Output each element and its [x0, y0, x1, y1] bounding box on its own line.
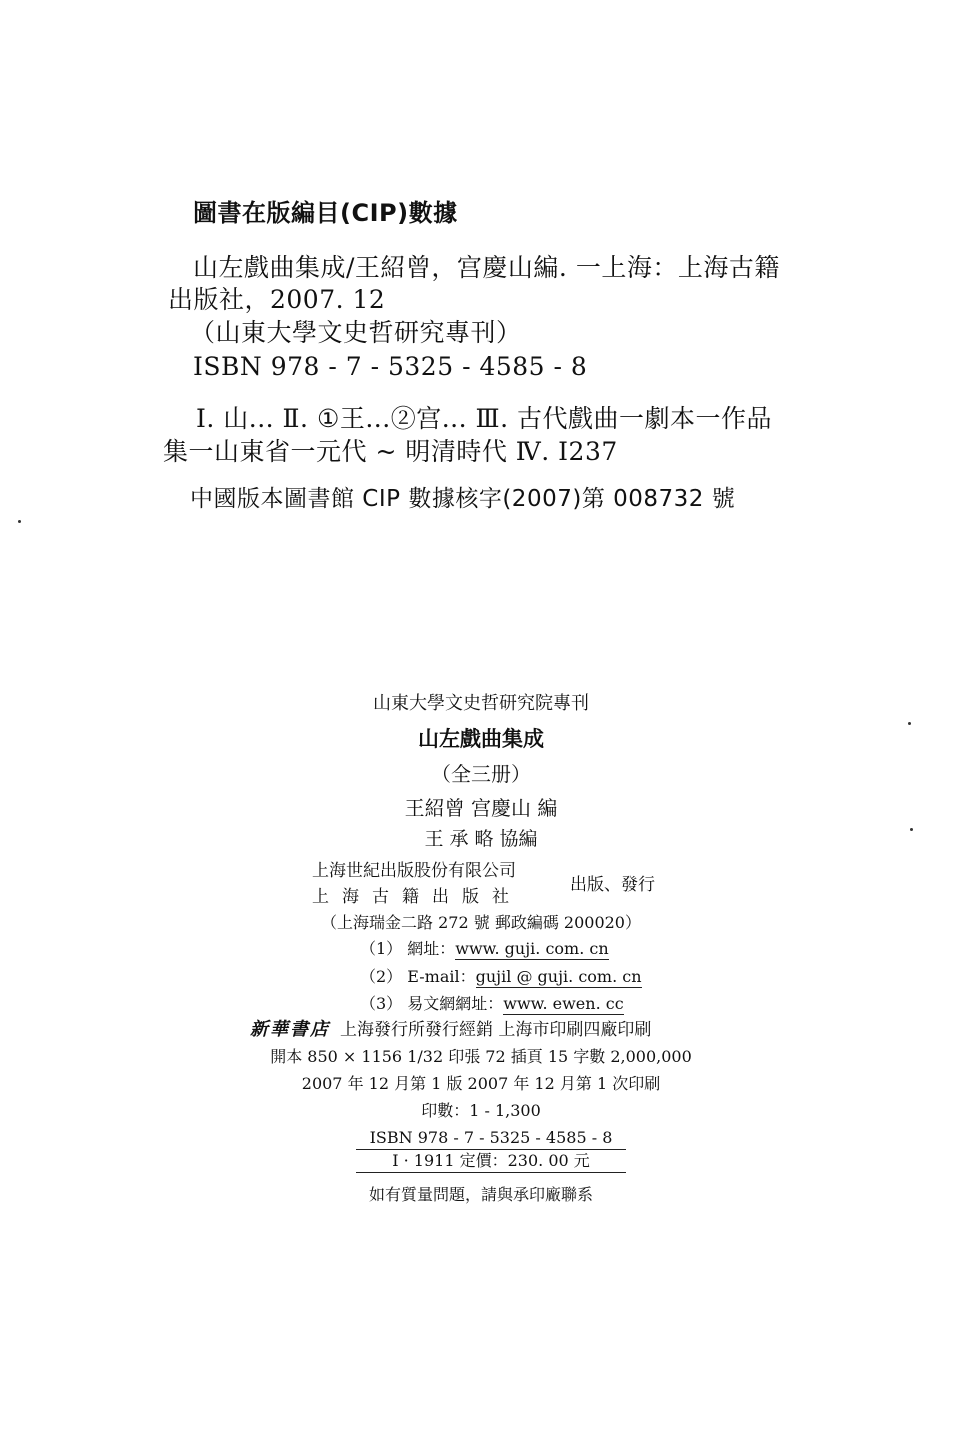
distribution-text: 上海發行所發行經銷 上海市印刷四廠印刷: [340, 1020, 652, 1040]
format-specs: 開本 850 × 1156 1/32 印張 72 插頁 15 字數 2,000,000: [270, 1047, 692, 1066]
print-run: 印數：1 - 1,300: [421, 1101, 541, 1120]
cip-line-title: 山左戲曲集成/王紹曾，宫慶山編. 一上海：上海古籍: [193, 253, 780, 282]
publisher-names: [312, 858, 564, 910]
scan-speck: [18, 520, 21, 523]
cip-line-publisher: 出版社，2007. 12: [168, 285, 386, 314]
publisher-block: [312, 858, 672, 914]
email-link[interactable]: gujil @ guji. com. cn: [475, 967, 642, 986]
scan-speck: [910, 828, 913, 831]
quality-note: 如有質量問題，請與承印廠聯系: [368, 1185, 593, 1204]
cip-line-series: （山東大學文史哲研究專刊）: [190, 318, 522, 347]
email-line: [360, 966, 642, 988]
ewen-link[interactable]: www. ewen. cc: [503, 994, 624, 1013]
price: I · 1911 定價：230. 00 元: [356, 1150, 626, 1173]
cip-line-record-number: 中國版本圖書館 CIP 數據核字(2007)第 008732 號: [190, 486, 736, 512]
website-label: （1） 網址：: [360, 939, 456, 958]
cip-heading: 圖書在版編目(CIP)數據: [193, 199, 458, 227]
publisher-name-guji: 上海古籍出版社: [312, 887, 522, 907]
colophon-isbn: ISBN 978 - 7 - 5325 - 4585 - 8: [356, 1127, 626, 1150]
cip-line-classification-cont: 集一山東省一元代 ~ 明清時代 Ⅳ. I237: [163, 437, 618, 466]
ewen-label: （3） 易文網網址：: [360, 994, 504, 1013]
book-title: 山左戲曲集成: [418, 727, 544, 751]
website-link[interactable]: www. guji. com. cn: [455, 939, 609, 958]
scan-speck: [908, 722, 911, 725]
xinhua-bookstore-logo: 新華書店: [250, 1019, 330, 1040]
edition-info: 2007 年 12 月第 1 版 2007 年 12 月第 1 次印刷: [301, 1074, 661, 1093]
series-name: 山東大學文史哲研究院專刊: [373, 693, 589, 714]
isbn-price-box: [356, 1127, 626, 1173]
email-label: （2） E-mail：: [360, 967, 476, 986]
publisher-name-corporate: 上海世紀出版股份有限公司: [312, 861, 516, 881]
publisher-role: 出版、發行: [570, 875, 655, 895]
publisher-address: （上海瑞金二路 272 號 郵政編碼 200020）: [321, 913, 641, 932]
ewen-line: [360, 993, 624, 1015]
cip-line-isbn: ISBN 978 - 7 - 5325 - 4585 - 8: [193, 352, 588, 381]
editors: 王紹曾 宫慶山 編: [404, 796, 558, 820]
volume-count: （全三册）: [431, 762, 531, 786]
distribution-line: [250, 1018, 651, 1042]
co-editor: 王 承 略 協編: [424, 828, 538, 850]
website-line: [360, 938, 609, 960]
cip-line-classification: Ⅰ. 山... Ⅱ. ①王...②宫... Ⅲ. 古代戲曲一劇本一作品: [196, 404, 772, 433]
